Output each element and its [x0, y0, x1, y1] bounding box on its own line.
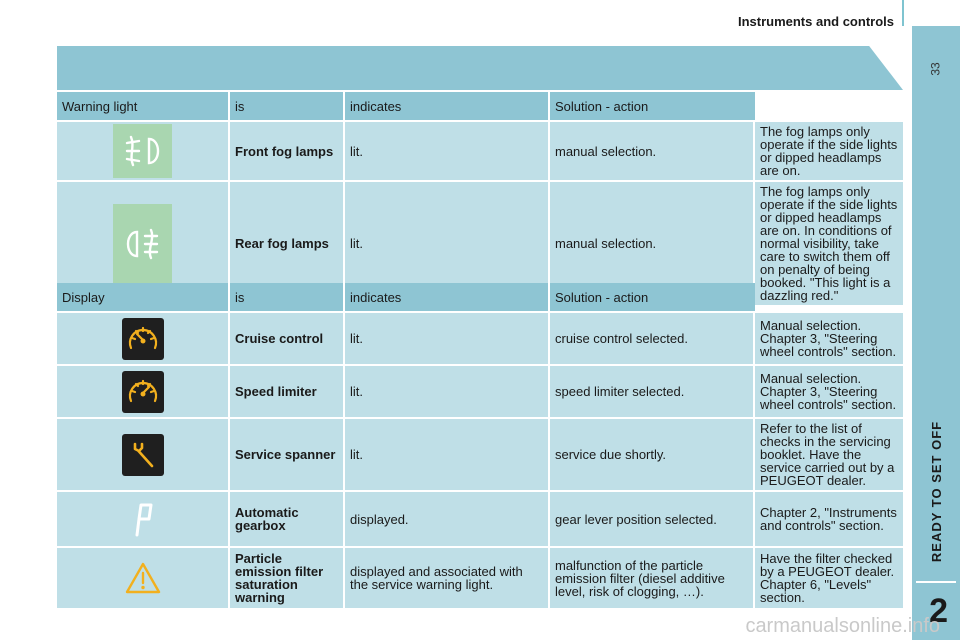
chapter-number: 2 [929, 592, 948, 630]
display-solution: Have the filter checked by a PEUGEOT dealer. Chapter 6, "Levels" section. [755, 546, 903, 608]
watermark-text: carmanualsonline.info [745, 615, 940, 637]
column-header: Display [57, 283, 230, 311]
sidebar-divider [916, 581, 956, 583]
display-indicates: gear lever position selected. [550, 490, 755, 546]
display-name: Service spanner [230, 417, 345, 490]
table-row [57, 364, 903, 417]
warning-name: Front fog lamps [230, 120, 345, 180]
warning-light-table [57, 92, 903, 305]
warning-indicates: manual selection. [550, 120, 755, 180]
display-name: Particle emission filter saturation warning [230, 546, 345, 608]
display-indicates: speed limiter selected. [550, 364, 755, 417]
header-accent-bar [902, 0, 904, 26]
icon-cell [57, 311, 230, 364]
display-state: lit. [345, 311, 550, 364]
display-indicates: service due shortly. [550, 417, 755, 490]
display-name: Speed limiter [230, 364, 345, 417]
display-name: Cruise control [230, 311, 345, 364]
warning-solution: The fog lamps only operate if the side lights or dipped headlamps are on. [755, 120, 903, 180]
rear-fog-lamp-icon [113, 204, 172, 284]
warning-name: Rear fog lamps [230, 180, 345, 305]
warning-solution: The fog lamps only operate if the side lights or dipped headlamps are on. In conditions of normal visibility, take care to switch them off on penalty of being booked. "This light is a dazzling red." [755, 180, 903, 305]
display-state: displayed. [345, 490, 550, 546]
gear-p-icon [122, 498, 164, 540]
display-solution: Manual selection. Chapter 3, "Steering wheel controls" section. [755, 364, 903, 417]
column-header: Warning light [57, 92, 230, 120]
section-title-text: READY TO SET OFF [929, 420, 945, 562]
display-solution: Chapter 2, "Instruments and controls" section. [755, 490, 903, 546]
display-indicates: malfunction of the particle emission filter (diesel additive level, risk of clogging, …). [550, 546, 755, 608]
table-row [57, 490, 903, 546]
display-state: lit. [345, 417, 550, 490]
display-table [57, 283, 903, 608]
display-solution: Refer to the list of checks in the servicing booklet. Have the service carried out by a PEUGEOT dealer. [755, 417, 903, 490]
icon-cell [57, 546, 230, 608]
display-state: lit. [345, 364, 550, 417]
warning-triangle-icon [122, 557, 164, 599]
table-header-row [57, 92, 903, 120]
column-header: indicates [345, 92, 550, 120]
display-state: displayed and associated with the service warning light. [345, 546, 550, 608]
warning-indicates: manual selection. [550, 180, 755, 305]
column-header: Solution - action [550, 92, 755, 120]
warning-state: lit. [345, 120, 550, 180]
icon-cell [57, 490, 230, 546]
column-header: Solution - action [550, 283, 755, 311]
icon-cell [57, 417, 230, 490]
table-row [57, 120, 903, 180]
chapter-sidebar [912, 26, 960, 640]
column-header: indicates [345, 283, 550, 311]
table-row [57, 546, 903, 608]
section-title [922, 406, 952, 576]
icon-cell [57, 364, 230, 417]
front-fog-lamp-icon [113, 124, 172, 178]
column-header: is [230, 92, 345, 120]
warning-state: lit. [345, 180, 550, 305]
spanner-icon [122, 434, 164, 476]
table-header-row [57, 283, 903, 311]
speed-limiter-icon [122, 371, 164, 413]
column-header: is [230, 283, 345, 311]
table-row [57, 311, 903, 364]
page-number: 33 [928, 62, 943, 76]
page-header-title: Instruments and controls [737, 14, 894, 29]
section-banner [57, 46, 903, 90]
display-name: Automatic gearbox [230, 490, 345, 546]
icon-cell [57, 120, 230, 180]
table-row [57, 417, 903, 490]
display-solution: Manual selection. Chapter 3, "Steering wheel controls" section. [755, 311, 903, 364]
display-indicates: cruise control selected. [550, 311, 755, 364]
cruise-control-icon [122, 318, 164, 360]
